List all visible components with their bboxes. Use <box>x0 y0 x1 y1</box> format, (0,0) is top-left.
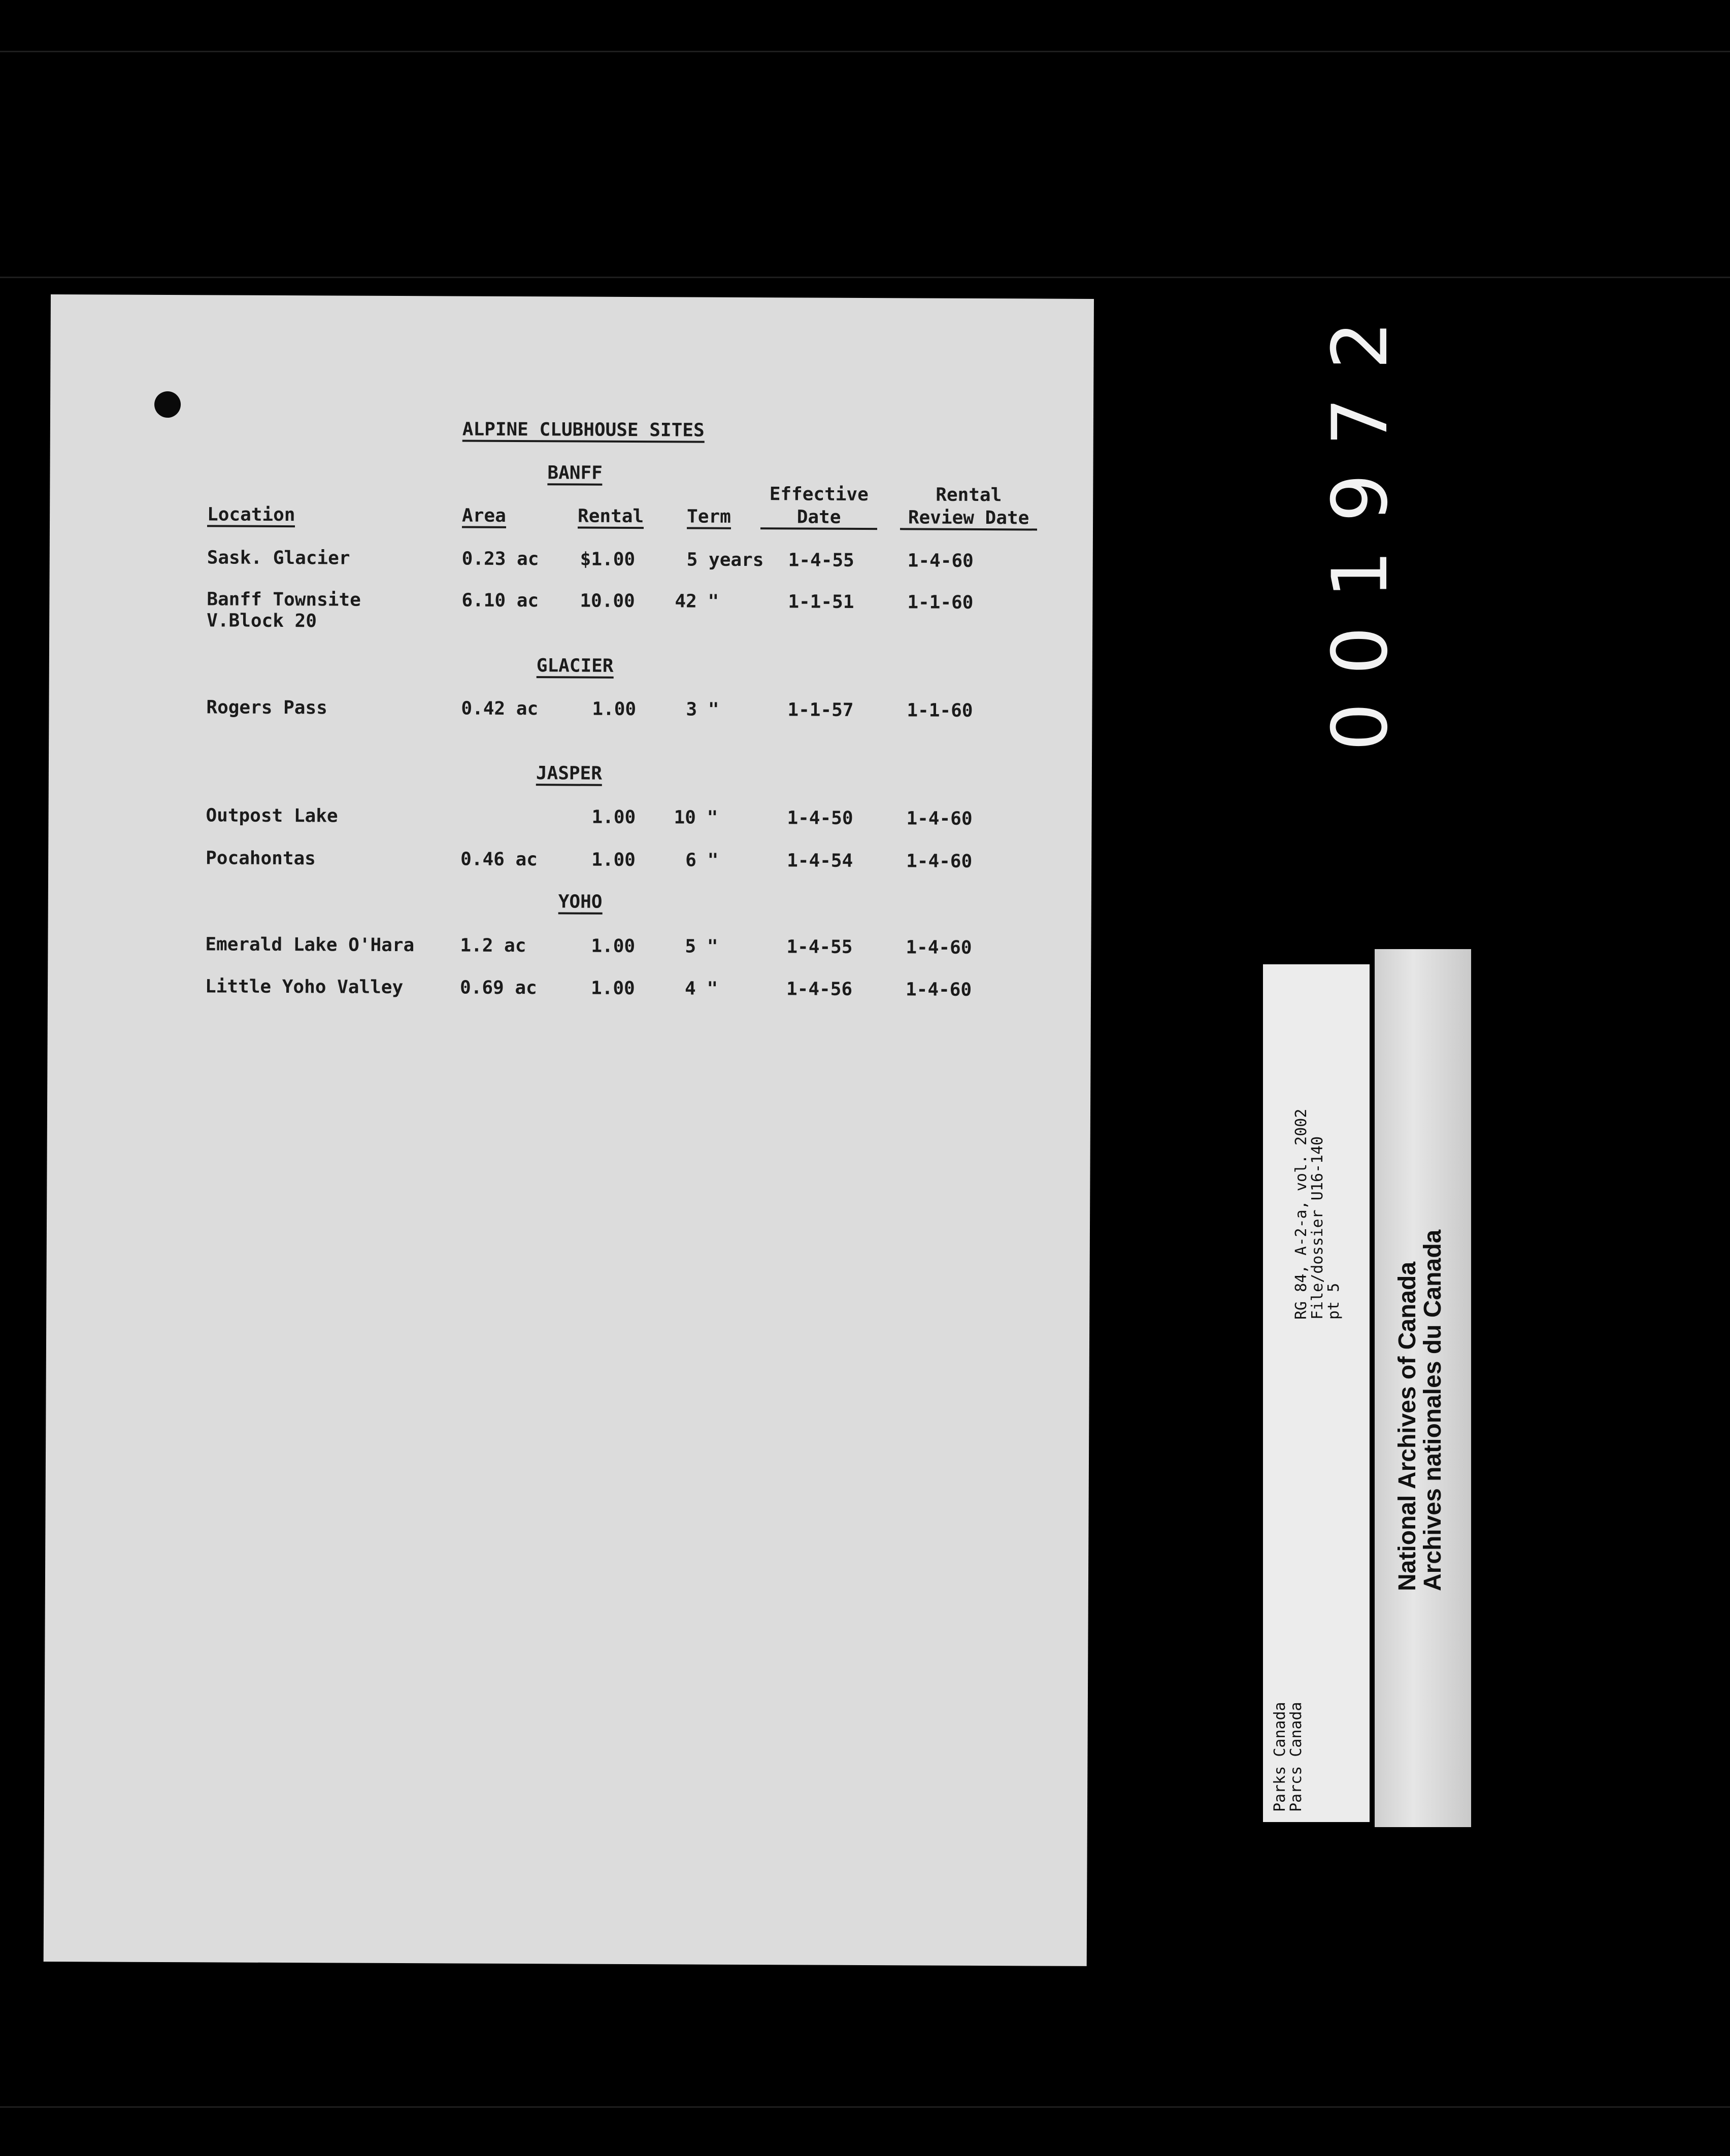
film-frame-number: 001972 <box>1316 293 1405 751</box>
row-location: Banff Townsite <box>207 589 361 611</box>
national-archives-text: National Archives of Canada Archives nationales du Canada <box>1394 1229 1446 1591</box>
punch-hole <box>154 391 181 418</box>
header-review-date: Review Date <box>900 509 1037 530</box>
document-page <box>44 294 1094 1966</box>
row-term: 5 years <box>686 549 764 571</box>
row-term: 6 " <box>685 850 719 871</box>
header-location: Location <box>207 506 295 527</box>
row-location: Emerald Lake O'Hara <box>205 934 415 956</box>
national-archives-label <box>1375 949 1471 1827</box>
film-edge-bottom <box>0 2106 1730 2108</box>
header-rental: Rental <box>578 508 644 529</box>
row-rental: 1.00 <box>591 935 636 957</box>
row-effective: 1-1-51 <box>788 591 854 613</box>
row-review: 1-4-60 <box>907 550 974 571</box>
header-effective: Effective <box>769 484 869 506</box>
header-effective-date: Date <box>760 508 877 530</box>
row-area: 0.69 ac <box>459 977 537 999</box>
archive-reference: RG 84, A-2-a, vol. 2002 File/dossier U16-140 pt 5 <box>1292 1108 1343 1320</box>
document-title: ALPINE CLUBHOUSE SITES <box>462 421 705 443</box>
row-review: 1-1-60 <box>907 700 973 721</box>
row-effective: 1-4-56 <box>786 979 853 1000</box>
row-review: 1-4-60 <box>906 851 973 872</box>
row-area: 0.42 ac <box>461 698 539 720</box>
header-review: Rental <box>936 484 1002 506</box>
row-location: Little Yoho Valley <box>205 976 404 998</box>
section-heading-yoho: YOHO <box>558 893 603 914</box>
row-term: 42 " <box>675 591 719 612</box>
row-review: 1-4-60 <box>905 979 972 1000</box>
row-area: 0.46 ac <box>460 849 538 870</box>
row-review: 1-4-60 <box>906 808 973 829</box>
row-effective: 1-4-54 <box>787 850 853 871</box>
row-area: 1.2 ac <box>460 935 526 957</box>
row-rental: 10.00 <box>580 590 635 612</box>
row-review: 1-1-60 <box>907 592 974 613</box>
row-effective: 1-4-50 <box>787 807 853 829</box>
section-heading-banff: BANFF <box>547 464 603 485</box>
row-effective: 1-4-55 <box>786 936 853 958</box>
row-term: 5 " <box>685 936 718 957</box>
section-heading-jasper: JASPER <box>536 764 602 786</box>
row-rental: 1.00 <box>591 806 636 828</box>
header-term: Term <box>687 508 731 529</box>
parks-canada-label: Parks Canada Parcs Canada <box>1271 1702 1305 1812</box>
archive-reference-label <box>1263 964 1370 1822</box>
film-edge-top <box>0 51 1730 52</box>
row-area: 0.23 ac <box>461 548 539 570</box>
header-area: Area <box>462 507 506 528</box>
row-location: Sask. Glacier <box>207 547 350 569</box>
row-rental: 1.00 <box>592 698 637 720</box>
row-rental: $1.00 <box>580 549 636 570</box>
row-location-line2: V.Block 20 <box>207 610 317 632</box>
row-term: 4 " <box>684 978 718 999</box>
row-area: 6.10 ac <box>461 590 539 612</box>
row-term: 10 " <box>674 807 718 828</box>
row-location: Pocahontas <box>206 848 316 869</box>
row-location: Rogers Pass <box>206 697 327 719</box>
row-term: 3 " <box>686 699 719 720</box>
row-review: 1-4-60 <box>906 937 972 958</box>
row-effective: 1-4-55 <box>788 550 854 571</box>
row-rental: 1.00 <box>590 978 635 999</box>
section-heading-glacier: GLACIER <box>537 657 614 679</box>
row-effective: 1-1-57 <box>787 699 854 721</box>
film-edge-line <box>0 277 1730 278</box>
row-location: Outpost Lake <box>206 805 338 827</box>
row-rental: 1.00 <box>591 849 636 871</box>
